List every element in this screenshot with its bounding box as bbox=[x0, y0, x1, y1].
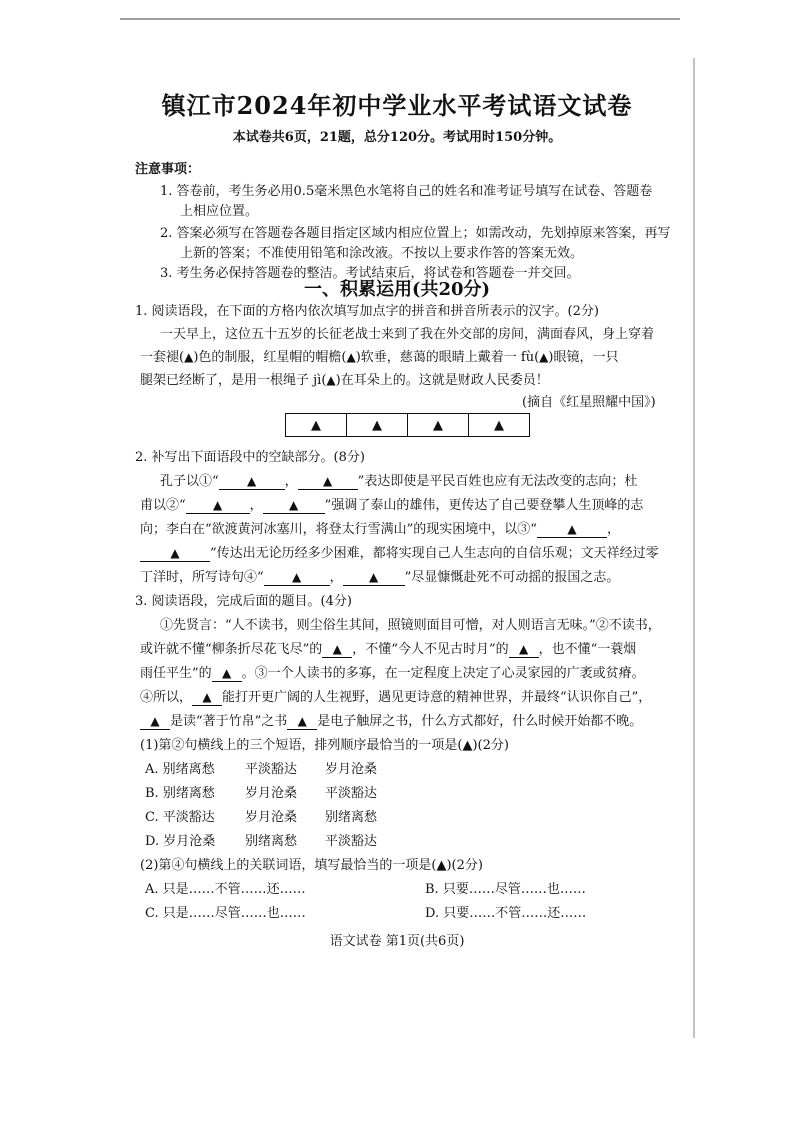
q1-source: (摘自《红星照耀中国》) bbox=[522, 395, 656, 410]
fill-blank[interactable]: ▲ bbox=[140, 714, 170, 730]
fill-blank[interactable]: ▲ bbox=[298, 474, 358, 490]
q2-line-5: 丁洋时，所写诗句④“ ▲ ， ▲ ”尽显慷慨赴死不可动摇的报国之志。 bbox=[140, 570, 620, 585]
page-footer: 语文试卷 第1页(共6页) bbox=[329, 934, 465, 949]
q3-passage-line-3: 雨任平生”的 ▲ 。③一个人读书的多寡，在一定程度上决定了心灵家园的广袤或贫瘠。 bbox=[140, 666, 645, 681]
fill-blank[interactable]: ▲ bbox=[263, 498, 325, 514]
q3-sub2-option-d[interactable]: D. 只要……不管……还…… bbox=[425, 906, 587, 921]
q2-line-4: ▲ ”传达出无论历经多少困难，都将实现自己人生志向的自信乐观；文天祥经过零 bbox=[140, 542, 659, 562]
q2-line-3: 向；李白在“欲渡黄河冰塞川，将登太行雪满山”的现实困境中，以③“ ▲ ， bbox=[140, 522, 620, 537]
q3-sub2-stem: (2)第④句横线上的关联词语，填写最恰当的一项是(▲)(2分) bbox=[140, 858, 483, 873]
notice-item-1-line-1: 1. 答卷前，考生务必用0.5毫米黑色水笔将自己的姓名和准考证号填写在试卷、答题卷 bbox=[160, 184, 653, 199]
q3-passage-line-2: 或许就不懂“柳条折尽花飞尽”的 ▲ ，不懂“今人不见古时月”的 ▲ ，也不懂“一蓑烟 bbox=[140, 642, 637, 657]
q3-sub1-option-a[interactable]: A. 别绪离愁 平淡豁达 岁月沧桑 bbox=[145, 762, 378, 777]
notice-item-3: 3. 考生务必保持答题卷的整洁。考试结束后，将试卷和答题卷一并交回。 bbox=[160, 266, 580, 281]
answer-box[interactable]: ▲ bbox=[347, 414, 408, 437]
fill-blank[interactable]: ▲ bbox=[322, 642, 352, 658]
q3-sub2-option-c[interactable]: C. 只是……尽管……也…… bbox=[145, 906, 306, 921]
q3-sub1-option-c[interactable]: C. 平淡豁达 岁月沧桑 别绪离愁 bbox=[145, 810, 378, 825]
fill-blank[interactable]: ▲ bbox=[509, 642, 539, 658]
q2-line-1: 孔子以①“ ▲ ， ▲ ”表达即使是平民百姓也应有无法改变的志向；杜 bbox=[160, 474, 638, 489]
q3-passage-line-4: ④所以， ▲ 能打开更广阔的人生视野，遇见更诗意的精神世界，并最终“认识你自己”， bbox=[140, 690, 652, 705]
q1-line-3: 腿架已经断了，是用一根绳子 jì(▲)在耳朵上的。这就是财政人民委员！ bbox=[140, 373, 549, 388]
fill-blank[interactable]: ▲ bbox=[343, 570, 405, 586]
q1-stem: 1. 阅读语段，在下面的方格内依次填写加点字的拼音和拼音所表示的汉字。(2分) bbox=[135, 304, 599, 319]
fill-blank[interactable]: ▲ bbox=[140, 546, 210, 562]
answer-marker: ▲ bbox=[539, 350, 549, 364]
answer-marker: ▲ bbox=[184, 350, 194, 364]
q1-line-2: 一套褪(▲)色的制服，红星帽的帽檐(▲)软垂，慈蔼的眼睛上戴着一 fù(▲)眼镜，一只 bbox=[140, 350, 619, 365]
q1-line-1: 一天早上，这位五十五岁的长征老战士来到了我在外交部的房间，满面春风，身上穿着 bbox=[160, 327, 655, 342]
answer-box[interactable]: ▲ bbox=[286, 414, 347, 437]
fill-blank[interactable]: ▲ bbox=[192, 690, 222, 706]
page-title: 镇江市2024年初中学业水平考试语文试卷 bbox=[161, 91, 633, 120]
answer-box[interactable]: ▲ bbox=[469, 414, 530, 437]
fill-blank[interactable]: ▲ bbox=[212, 666, 242, 682]
answer-marker: ▲ bbox=[326, 373, 336, 387]
answer-marker: ▲ bbox=[346, 350, 356, 364]
notice-heading: 注意事项： bbox=[135, 162, 201, 177]
notice-item-2-line-2: 上新的答案；不准使用铅笔和涂改液。不按以上要求作答的答案无效。 bbox=[180, 246, 584, 261]
q3-sub1-stem: (1)第②句横线上的三个短语，排列顺序最恰当的一项是(▲)(2分) bbox=[140, 738, 509, 753]
q3-sub1-option-b[interactable]: B. 别绪离愁 岁月沧桑 平淡豁达 bbox=[145, 786, 378, 801]
exam-info: 本试卷共6页，21题，总分120分。考试用时150分钟。 bbox=[232, 130, 562, 145]
answer-box[interactable]: ▲ bbox=[408, 414, 469, 437]
q2-line-2: 甫以②“ ▲ ， ▲ ”强调了泰山的雄伟，更传达了自己要登攀人生顶峰的志 bbox=[140, 498, 644, 513]
q3-passage-line-5: ▲ 是读“著于竹帛”之书 ▲ 是电子触屏之书，什么方式都好，什么时候开始都不晚。 bbox=[140, 710, 642, 730]
fill-blank[interactable]: ▲ bbox=[219, 474, 285, 490]
q2-stem: 2. 补写出下面语段中的空缺部分。(8分) bbox=[135, 450, 365, 465]
fill-blank[interactable]: ▲ bbox=[287, 714, 317, 730]
notice-item-1-line-2: 上相应位置。 bbox=[180, 204, 259, 219]
q1-answer-boxes bbox=[285, 413, 530, 437]
fill-blank[interactable]: ▲ bbox=[537, 522, 607, 538]
q3-sub2-option-a[interactable]: A. 只是……不管……还…… bbox=[145, 882, 306, 897]
q3-stem: 3. 阅读语段，完成后面的题目。(4分) bbox=[135, 594, 352, 609]
q3-passage-line-1: ①先贤言：“人不读书，则尘俗生其间，照镜则面目可憎，对人则语言无味。”②不读书， bbox=[160, 618, 661, 633]
fill-blank[interactable]: ▲ bbox=[186, 498, 250, 514]
section-heading: 一、积累运用(共20分) bbox=[303, 279, 491, 300]
notice-item-2-line-1: 2. 答案必须写在答题卷各题目指定区域内相应位置上；如需改动，先划掉原来答案，再写 bbox=[160, 226, 671, 241]
q3-sub2-option-b[interactable]: B. 只要……尽管……也…… bbox=[425, 882, 586, 897]
q3-sub1-option-d[interactable]: D. 岁月沧桑 别绪离愁 平淡豁达 bbox=[145, 834, 378, 849]
fill-blank[interactable]: ▲ bbox=[264, 570, 330, 586]
